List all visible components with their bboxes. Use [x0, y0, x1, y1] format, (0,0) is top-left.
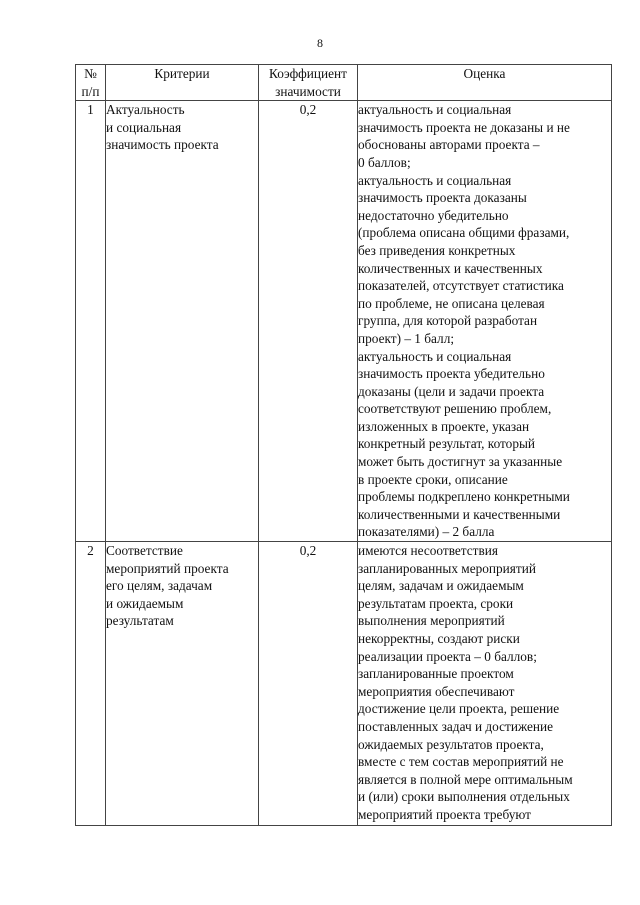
evaluation-line: 0 баллов; — [358, 154, 411, 170]
header-criteria: Критерии — [106, 65, 259, 101]
evaluation-line: достижение цели проекта, решение — [358, 701, 560, 717]
evaluation-line: может быть достигнут за указанные — [358, 454, 563, 470]
evaluation-line: без приведения конкретных — [358, 242, 516, 258]
evaluation-line: доказаны (цели и задачи проекта — [358, 383, 545, 399]
evaluation-line: значимость проекта убедительно — [358, 366, 545, 382]
evaluation-line: результатам проекта, сроки — [358, 595, 514, 611]
row-criterion — [106, 542, 259, 826]
table-row — [76, 542, 612, 826]
evaluation-line: целям, задачам и ожидаемым — [358, 578, 524, 594]
evaluation-line: реализации проекта – 0 баллов; — [358, 648, 537, 664]
evaluation-line: значимость проекта не доказаны и не — [358, 119, 570, 135]
row-evaluation — [358, 542, 612, 826]
criterion-line: мероприятий проекта — [106, 560, 229, 576]
evaluation-line: запланированные проектом — [358, 666, 514, 682]
evaluation-line: мероприятия обеспечивают — [358, 683, 515, 699]
evaluation-line: мероприятий проекта требуют — [358, 806, 531, 822]
evaluation-line: является в полной мере оптимальным — [358, 771, 573, 787]
evaluation-line: вместе с тем состав мероприятий не — [358, 754, 564, 770]
page-number: 8 — [317, 36, 323, 50]
header-coef-line-2: значимости — [275, 83, 341, 99]
evaluation-line: недостаточно убедительно — [358, 207, 509, 223]
evaluation-line: актуальность и социальная — [358, 348, 512, 364]
row-number: 2 — [76, 542, 106, 826]
criterion-line: и социальная — [106, 119, 182, 135]
header-eval: Оценка — [358, 65, 612, 101]
row-coefficient: 0,2 — [259, 101, 358, 542]
evaluation-line: некорректны, создают риски — [358, 631, 520, 646]
criterion-line: результатам — [106, 613, 174, 629]
criterion-line: Соответствие — [106, 543, 183, 559]
header-num-line-2: п/п — [81, 83, 100, 99]
evaluation-line: выполнения мероприятий — [358, 613, 505, 629]
evaluation-line: значимость проекта доказаны — [358, 190, 527, 206]
criteria-table — [75, 64, 612, 826]
criterion-line: его целям, задачам — [106, 578, 213, 594]
header-coef-line-1: Коэффициент — [269, 66, 347, 81]
criterion-line: значимость проекта — [106, 137, 219, 153]
evaluation-line: (проблема описана общими фразами, — [358, 225, 570, 241]
evaluation-line: по проблеме, не описана целевая — [358, 295, 545, 311]
criterion-line: Актуальность — [106, 102, 185, 118]
row-criterion — [106, 101, 259, 542]
evaluation-line: группа, для которой разработан — [358, 313, 538, 329]
evaluation-line: показателей, отсутствует статистика — [358, 278, 564, 294]
row-evaluation — [358, 101, 612, 542]
evaluation-line: ожидаемых результатов проекта, — [358, 736, 544, 752]
table-row — [76, 101, 612, 542]
evaluation-line: запланированных мероприятий — [358, 560, 536, 576]
evaluation-line: актуальность и социальная — [358, 172, 512, 188]
evaluation-line: конкретный результат, который — [358, 436, 536, 452]
evaluation-line: проект) – 1 балл; — [358, 330, 455, 346]
header-coef — [259, 65, 358, 101]
evaluation-line: проблемы подкреплено конкретными — [358, 489, 570, 505]
evaluation-line: поставленных задач и достижение — [358, 718, 554, 734]
evaluation-line: в проекте сроки, описание — [358, 471, 508, 487]
evaluation-line: соответствуют решению проблем, — [358, 401, 552, 417]
criterion-line: и ожидаемым — [106, 595, 184, 611]
evaluation-line: показателями) – 2 балла — [358, 524, 495, 540]
evaluation-line: и (или) сроки выполнения отдельных — [358, 789, 570, 805]
evaluation-line: имеются несоответствия — [358, 543, 498, 559]
table-header-row — [76, 65, 612, 101]
header-num — [76, 65, 106, 101]
evaluation-line: количественными и качественными — [358, 506, 561, 522]
row-number: 1 — [76, 101, 106, 542]
evaluation-line: количественных и качественных — [358, 260, 543, 276]
evaluation-line: изложенных в проекте, указан — [358, 418, 530, 434]
evaluation-line: обоснованы авторами проекта – — [358, 137, 540, 153]
evaluation-line: актуальность и социальная — [358, 102, 512, 118]
header-num-line-1: № — [84, 66, 97, 81]
row-coefficient: 0,2 — [259, 542, 358, 826]
